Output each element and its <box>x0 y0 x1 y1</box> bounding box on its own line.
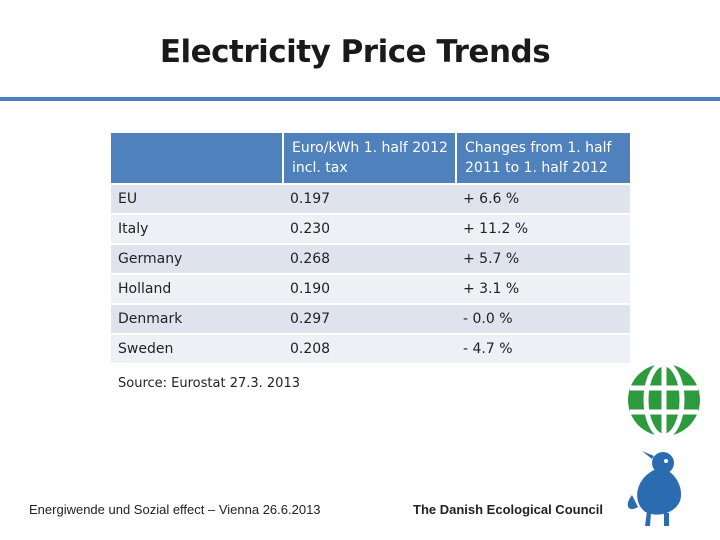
price-cell: 0.208 <box>283 334 456 364</box>
table-row <box>111 304 630 334</box>
country-cell: EU <box>111 184 283 214</box>
table-row <box>111 214 630 244</box>
price-cell: 0.197 <box>283 184 456 214</box>
header-cell-country <box>111 133 283 184</box>
globe-icon <box>628 364 700 436</box>
slide-title: Electricity Price Trends <box>159 34 551 70</box>
price-cell: 0.190 <box>283 274 456 304</box>
bird-icon <box>628 451 681 526</box>
country-cell: Sweden <box>111 334 283 364</box>
price-cell: 0.297 <box>283 304 456 334</box>
table-row <box>111 244 630 274</box>
price-table <box>111 133 630 365</box>
table-row <box>111 274 630 304</box>
footer-event: Energiwende und Sozial effect – Vienna 26.6.2013 <box>29 502 321 517</box>
country-cell: Italy <box>111 214 283 244</box>
globe-and-bird-logo-icon <box>614 355 714 530</box>
country-cell: Germany <box>111 244 283 274</box>
change-cell: + 11.2 % <box>456 214 630 244</box>
footer-organization: The Danish Ecological Council <box>413 502 603 517</box>
title-divider <box>0 97 720 101</box>
change-cell: - 0.0 % <box>456 304 630 334</box>
change-cell: + 5.7 % <box>456 244 630 274</box>
table-row <box>111 334 630 364</box>
change-cell: - 4.7 % <box>456 334 630 364</box>
table-row <box>111 184 630 214</box>
change-cell: + 3.1 % <box>456 274 630 304</box>
country-cell: Holland <box>111 274 283 304</box>
price-cell: 0.230 <box>283 214 456 244</box>
header-cell-price: Euro/kWh 1. half 2012 incl. tax <box>283 133 456 184</box>
country-cell: Denmark <box>111 304 283 334</box>
table-header-row <box>111 133 630 184</box>
header-cell-change: Changes from 1. half 2011 to 1. half 2012 <box>456 133 630 184</box>
source-note: Source: Eurostat 27.3. 2013 <box>118 376 300 391</box>
price-cell: 0.268 <box>283 244 456 274</box>
change-cell: + 6.6 % <box>456 184 630 214</box>
